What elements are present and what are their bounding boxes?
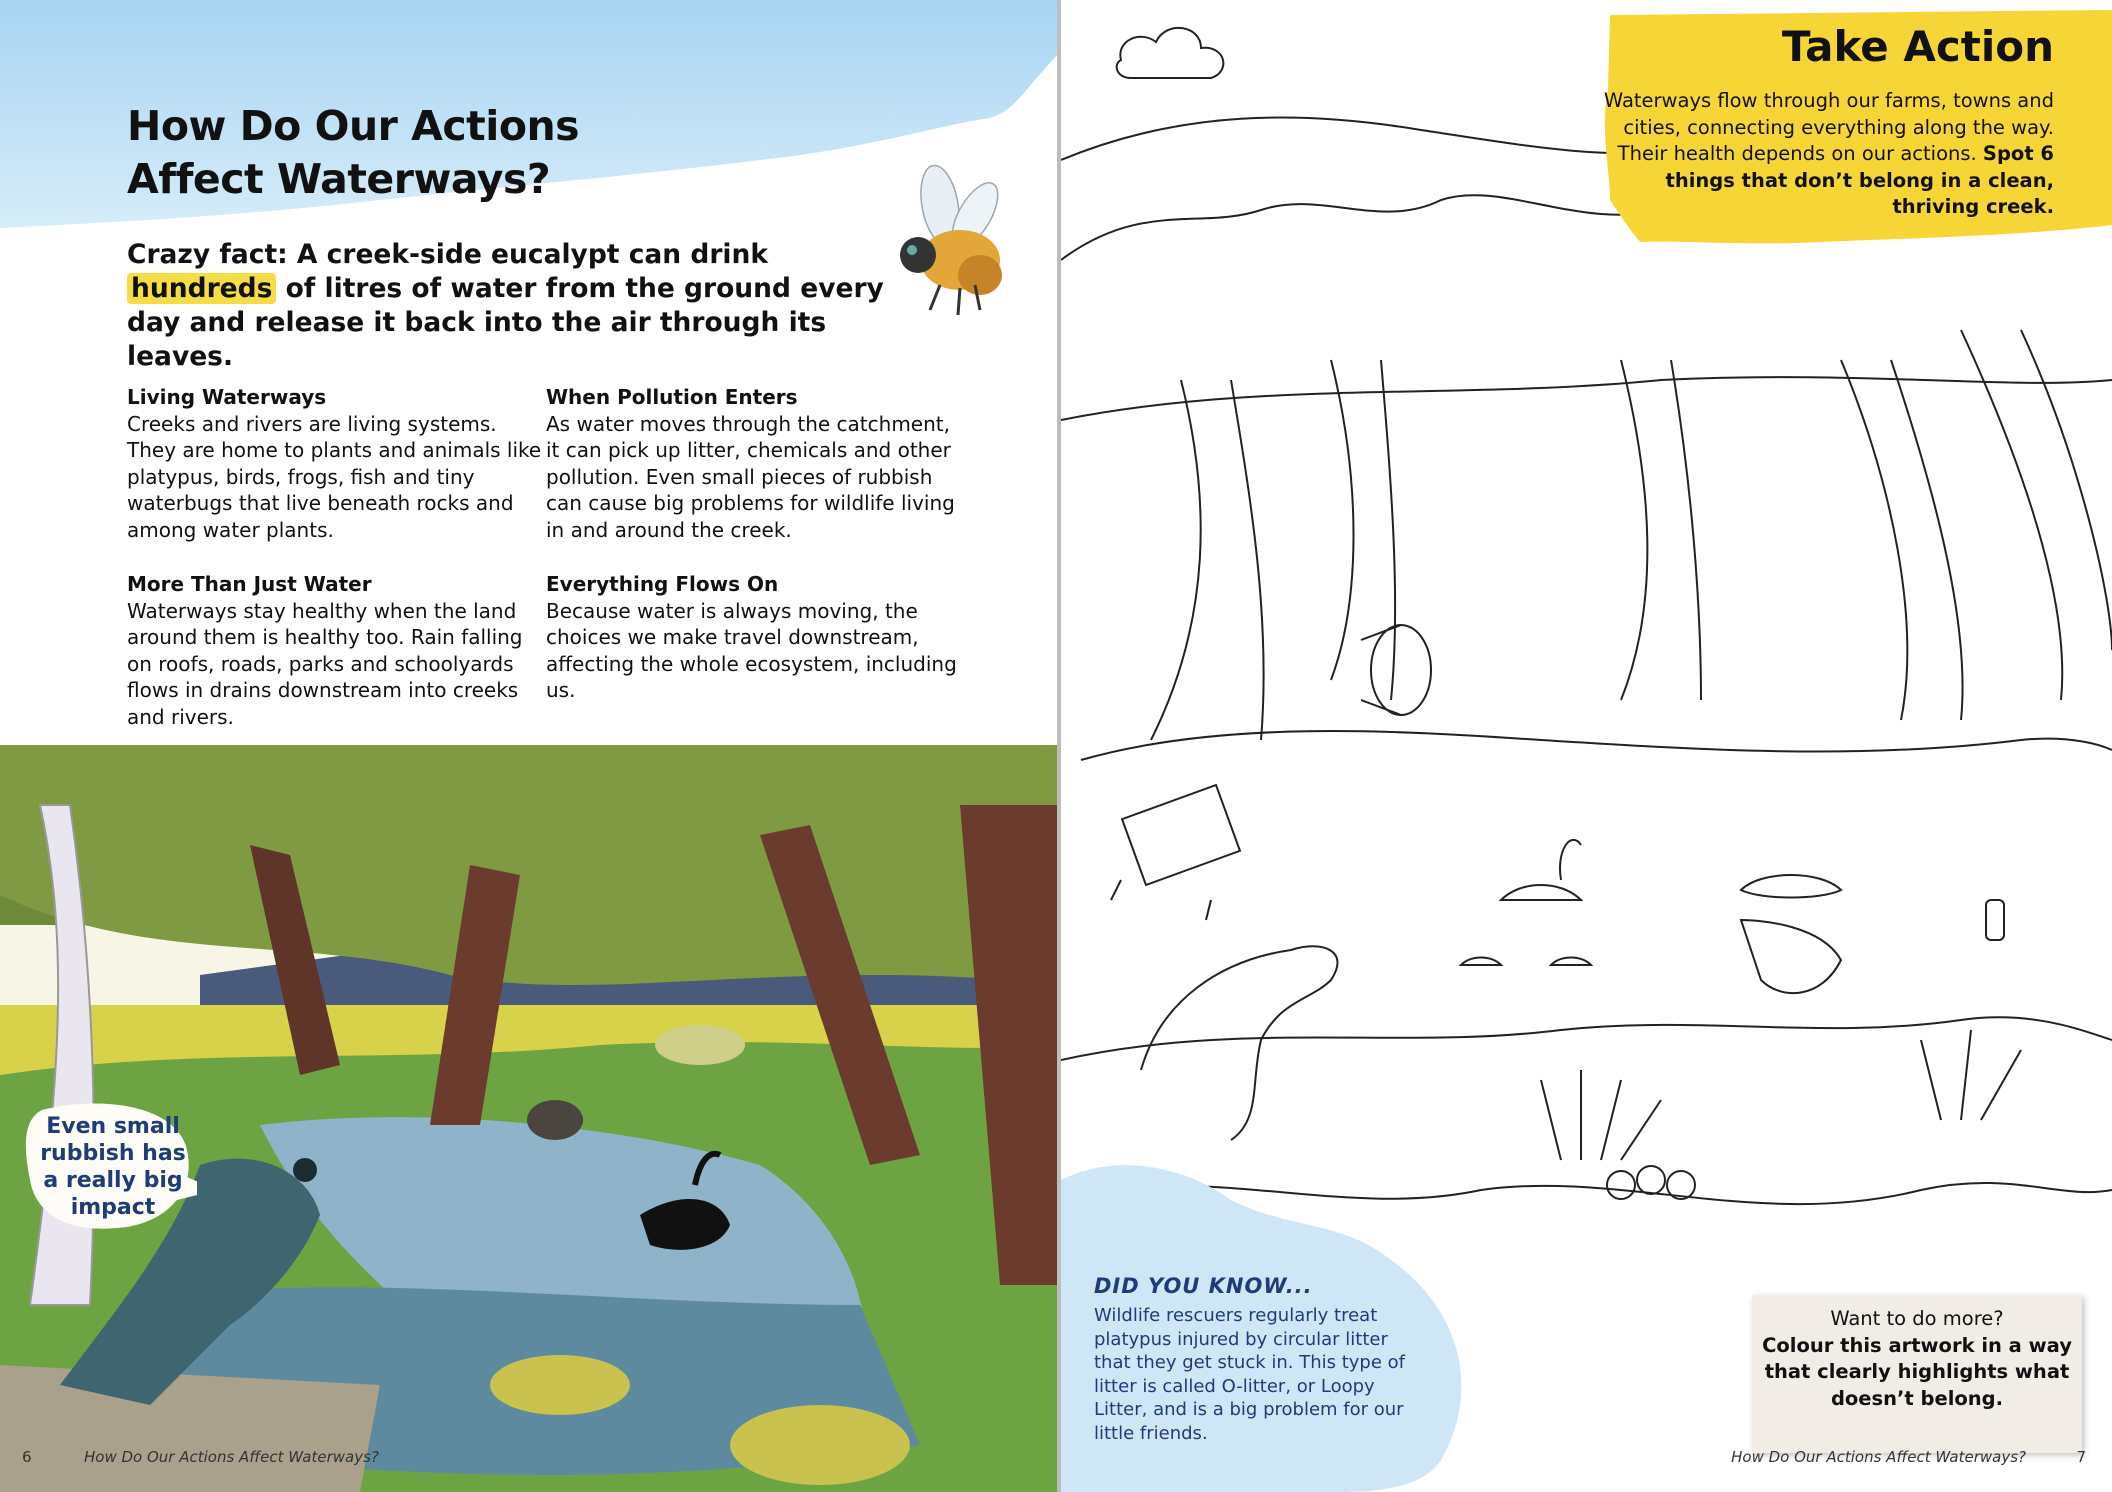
fact-text-start: Crazy fact: A creek-side eucalypt can drink: [127, 239, 768, 270]
title-line-1: How Do Our Actions: [127, 102, 580, 150]
want-more-instruction: Colour this artwork in a way that clearly highlights what doesn’t belong.: [1762, 1333, 2072, 1410]
section-when-pollution-enters: [546, 384, 966, 543]
crazy-fact: [127, 238, 887, 374]
take-action-text: [1574, 88, 2054, 221]
take-action-body: Waterways flow through our farms, towns and cities, connecting everything along the way. Their health depends on our actions.: [1603, 89, 2054, 165]
section-body: As water moves through the catchment, it can pick up litter, chemicals and other pollution. Even small pieces of rubbish can cause big problems for wildlife living in and around the creek.: [546, 411, 955, 542]
page-title: [127, 100, 579, 206]
section-more-than-just-water: [127, 571, 547, 730]
section-heading: More Than Just Water: [127, 572, 372, 596]
section-body: Creeks and rivers are living systems. They are home to plants and animals like platypus, birds, frogs, fish and tiny waterbugs that live beneath rocks and among water plants.: [127, 411, 542, 542]
take-action-instruction: Spot 6 things that don’t belong in a clean, thriving creek.: [1665, 142, 2054, 218]
footer-left: How Do Our Actions Affect Waterways?: [84, 1448, 379, 1466]
fact-highlight: hundreds: [127, 273, 276, 304]
page-number-left: 6: [22, 1448, 32, 1466]
title-line-2: Affect Waterways?: [127, 155, 551, 203]
bee-illustration: [880, 150, 1030, 320]
bubble-text: Even small rubbish has a really big impact: [40, 1114, 186, 1220]
section-everything-flows-on: [546, 571, 966, 704]
section-heading: When Pollution Enters: [546, 385, 798, 409]
want-more-text: [1762, 1306, 2072, 1412]
section-living-waterways: [127, 384, 547, 543]
want-more-line: Want to do more?: [1830, 1307, 2004, 1330]
section-heading: Everything Flows On: [546, 572, 779, 596]
fact-text-end: of litres of water from the ground every day and release it back into the air through its leaves.: [127, 273, 884, 372]
section-body: Because water is always moving, the choices we make travel downstream, affecting the whole ecosystem, including us.: [546, 598, 957, 702]
did-you-know-title: DID YOU KNOW...: [1094, 1274, 1313, 1298]
page-number-right: 7: [2076, 1448, 2086, 1466]
section-heading: Living Waterways: [127, 385, 327, 409]
footer-right: How Do Our Actions Affect Waterways?: [1731, 1448, 2026, 1466]
section-body: Waterways stay healthy when the land around them is healthy too. Rain falling on roofs, roads, parks and schoolyards flows in drains downstream into creeks and rivers.: [127, 598, 523, 729]
take-action-title: Take Action: [1781, 22, 2054, 71]
did-you-know-text: Wildlife rescuers regularly treat platypus injured by circular litter that they get stuck in. This type of litter is called O-litter, or Loopy Litter, and is a big problem for our little friends.: [1094, 1305, 1405, 1444]
